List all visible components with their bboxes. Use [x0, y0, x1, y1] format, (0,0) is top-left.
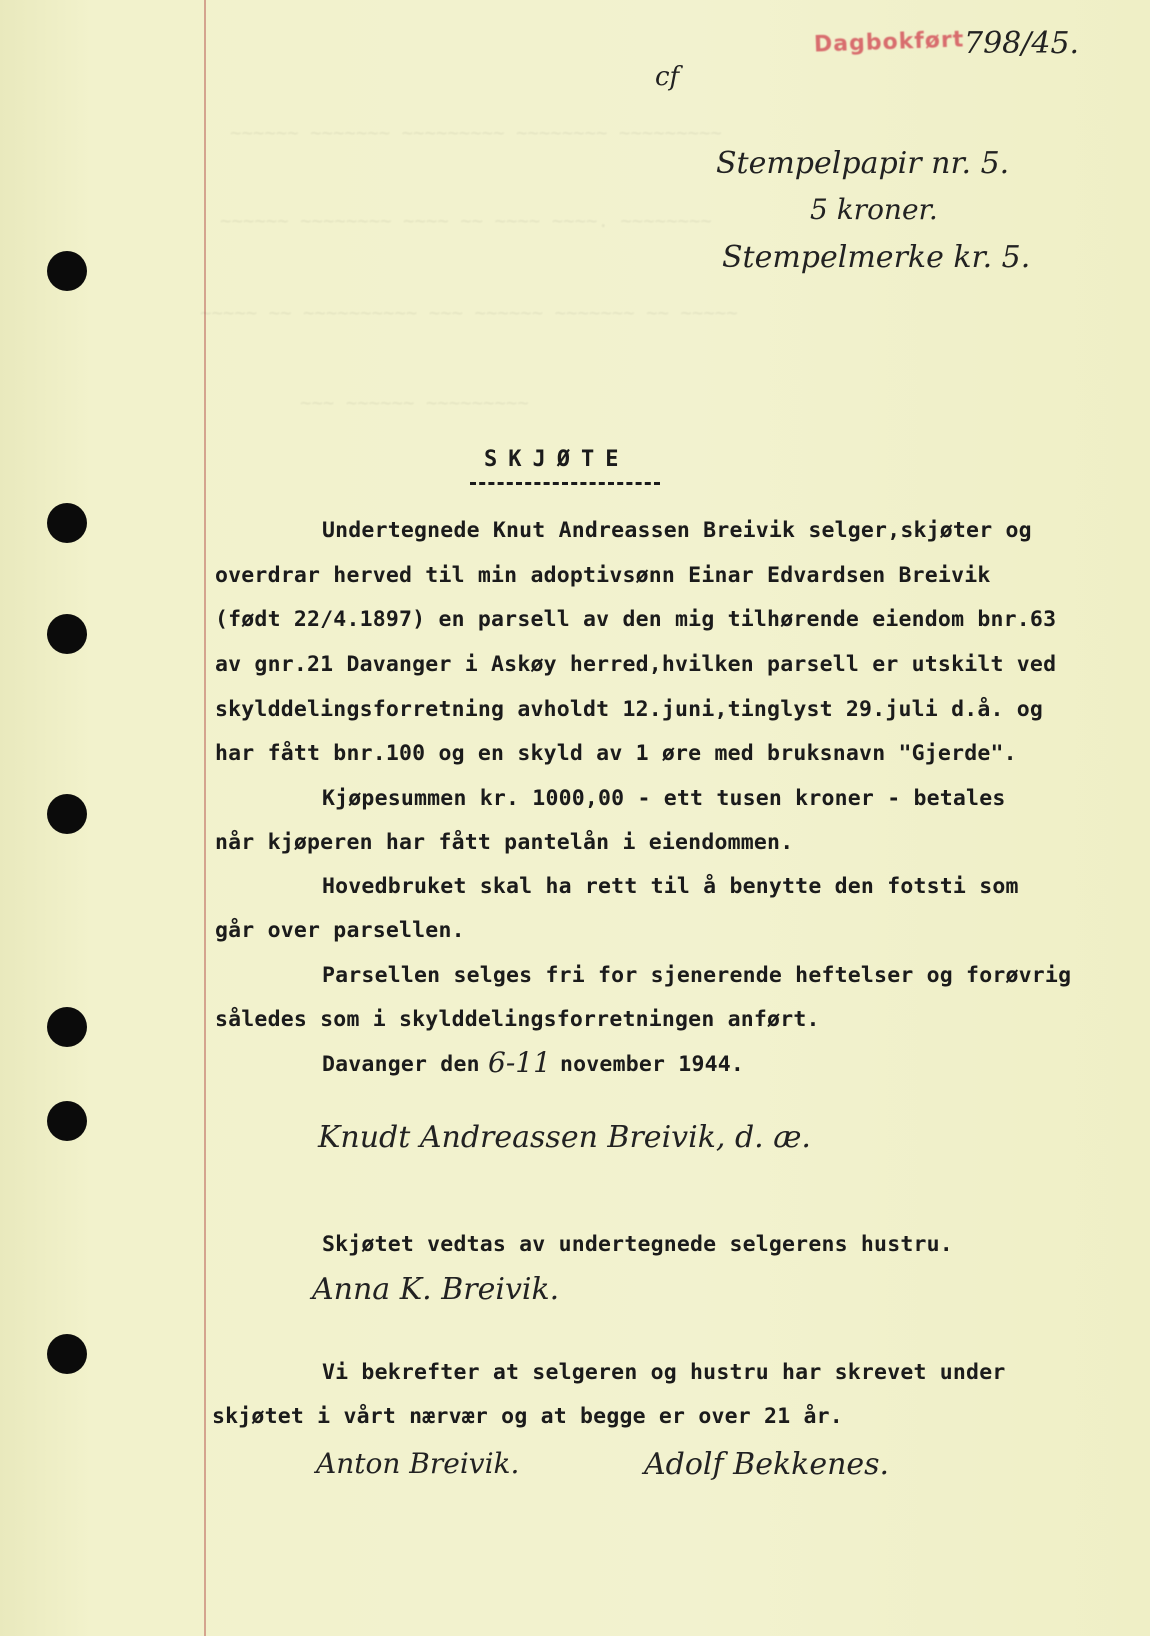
bleed-through-text: ~~~~~ ~~ ~~~~~~~~~~ ~~~ ~~~~~~ ~~~~~~~ ~~ ~~~~~: [200, 302, 738, 324]
body-line: således som i skylddelingsforretningen anført.: [215, 1007, 820, 1032]
margin-rule: [204, 0, 206, 1636]
punch-hole: [47, 614, 87, 654]
date-handwritten: 6-11: [488, 1046, 551, 1079]
body-line: har fått bnr.100 og en skyld av 1 øre med bruksnavn "Gjerde".: [215, 741, 1017, 766]
body-line: går over parsellen.: [215, 918, 465, 943]
corner-mark: cf: [655, 62, 680, 92]
body-line: av gnr.21 Davanger i Askøy herred,hvilken parsell er utskilt ved: [215, 652, 1057, 677]
body-line: Kjøpesummen kr. 1000,00 - ett tusen kroner - betales: [322, 786, 1006, 811]
stamp-paper-value: 5 kroner.: [810, 193, 938, 226]
bleed-through-text: ~~~~~~ ~~~~~~~ ~~~~~~~~~ ~~~~~~~~ ~~~~~~~~~: [230, 122, 722, 144]
punch-hole: [47, 1007, 87, 1047]
date-prefix: Davanger den: [322, 1052, 480, 1077]
body-line: Hovedbruket skal ha rett til å benytte den fotsti som: [322, 874, 1019, 899]
punch-hole: [47, 794, 87, 834]
body-line: skylddelingsforretning avholdt 12.juni,tinglyst 29.juli d.å. og: [215, 697, 1044, 722]
date-suffix: november 1944.: [560, 1052, 745, 1077]
bleed-through-text: ~~~~~~ ~~~~~~~~ ~~~~ ~~ ~~~~ ~~~~. ~~~~~~~~: [220, 210, 712, 232]
body-line: (født 22/4.1897) en parsell av den mig tilhørende eiendom bnr.63: [215, 607, 1057, 632]
body-line: Undertegnede Knut Andreassen Breivik selger,skjøter og: [322, 518, 1032, 543]
stamp-paper-note: Stempelpapir nr. 5.: [716, 146, 1010, 181]
bleed-through-text: ~~~ ~~~~~~ ~~~~~~~~~: [300, 392, 529, 414]
body-line: når kjøperen har fått pantelån i eiendommen.: [215, 830, 794, 855]
punch-hole: [47, 1101, 87, 1141]
seller-signature: Knudt Andreassen Breivik, d. æ.: [318, 1120, 811, 1155]
punch-hole: [47, 503, 87, 543]
witness-signature: Adolf Bekkenes.: [644, 1447, 890, 1482]
wife-statement: Skjøtet vedtas av undertegnede selgerens hustru.: [322, 1232, 953, 1257]
punch-hole: [47, 1334, 87, 1374]
wife-signature: Anna K. Breivik.: [312, 1272, 560, 1307]
punch-hole: [47, 251, 87, 291]
registry-stamp: Dagbokført: [813, 27, 965, 58]
page-number: 798/45.: [964, 26, 1080, 61]
document-title: SKJØTE: [484, 447, 630, 472]
body-line: overdrar herved til min adoptivsønn Einar Edvardsen Breivik: [215, 563, 991, 588]
stamp-mark-note: Stempelmerke kr. 5.: [722, 240, 1031, 275]
title-underline: [470, 482, 660, 485]
witness-statement: Vi bekrefter at selgeren og hustru har skrevet under: [322, 1360, 1006, 1385]
witness-statement: skjøtet i vårt nærvær og at begge er over 21 år.: [212, 1404, 843, 1429]
witness-signature: Anton Breivik.: [316, 1447, 520, 1480]
body-line: Parsellen selges fri for sjenerende heftelser og forøvrig: [322, 963, 1072, 988]
